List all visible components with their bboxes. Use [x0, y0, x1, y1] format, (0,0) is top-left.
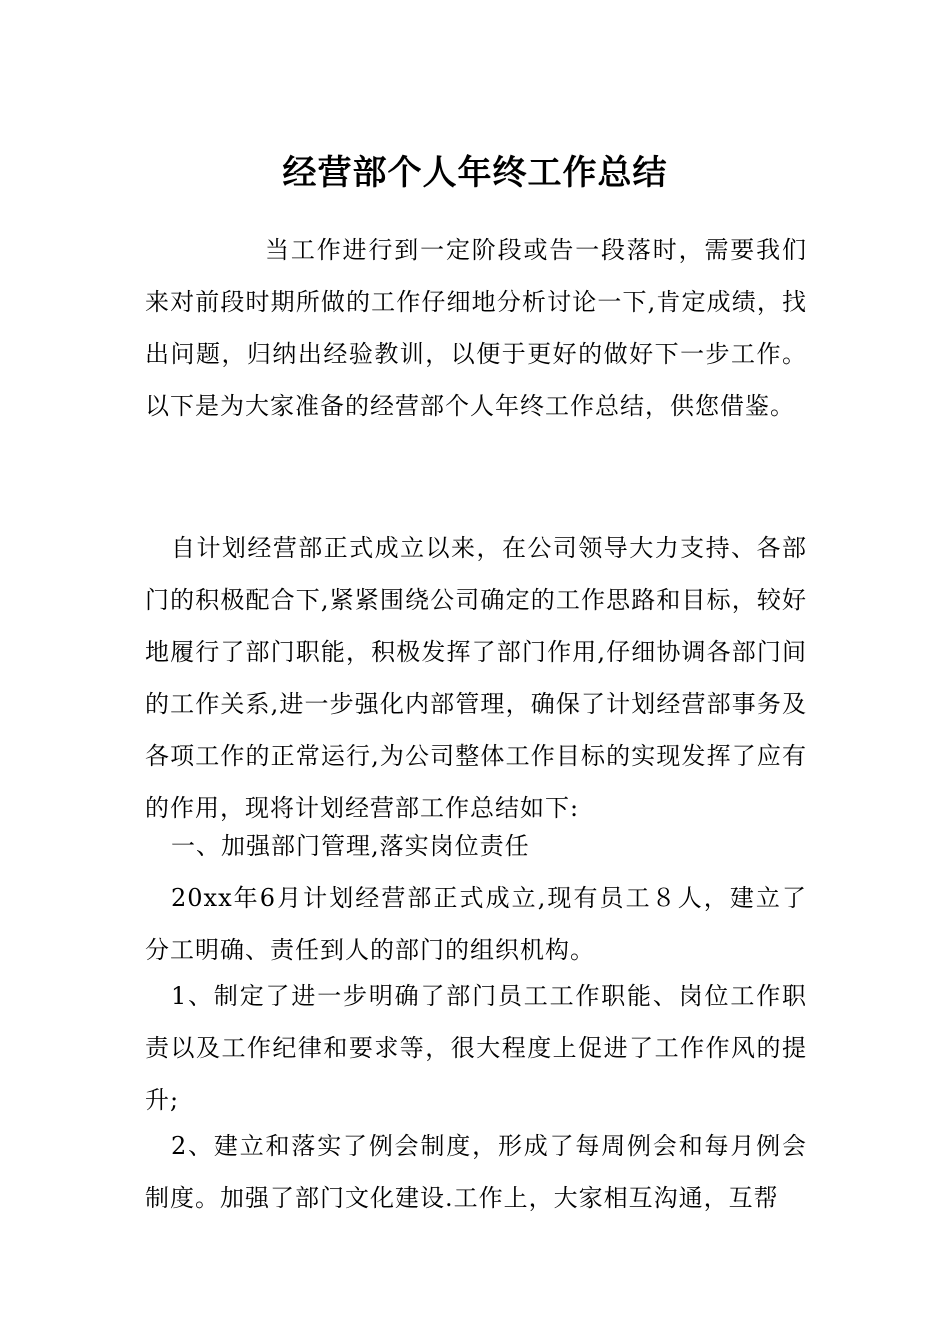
section-heading-1: 一、加强部门管理,落实岗位责任 — [171, 832, 530, 860]
body-paragraph-2: 20xx年6月计划经营部正式成立,现有员工８人，建立了分工明确、责任到人的部门的组织机构。 — [145, 884, 807, 964]
body-paragraph-1: 自计划经营部正式成立以来，在公司领导大力支持、各部门的积极配合下,紧紧围绕公司确定的工作思路和目标，较好地履行了部门职能，积极发挥了部门作用,仔细协调各部门间的工作关系,进一步强化内部管理，确保了计划经营部事务及各项工作的正常运行,为公司整体工作目标的实现发挥了应有的作用，现将计划经营部工作总结如下: — [145, 534, 807, 822]
intro-paragraph: 当工作进行到一定阶段或告一段落时，需要我们来对前段时期所做的工作仔细地分析讨论一下,肯定成绩，找出问题，归纳出经验教训，以便于更好的做好下一步工作。以下是为大家准备的经营部个人年终工作总结，供您借鉴。 — [145, 236, 807, 420]
list-item-1: 1、制定了进一步明确了部门员工工作职能、岗位工作职责以及工作纪律和要求等，很大程度上促进了工作作风的提升; — [145, 982, 807, 1114]
list-item-2: 2、建立和落实了例会制度，形成了每周例会和每月例会制度。加强了部门文化建设.工作上，大家相互沟通，互帮 — [145, 1132, 807, 1212]
document-title: 经营部个人年终工作总结 — [282, 152, 668, 193]
